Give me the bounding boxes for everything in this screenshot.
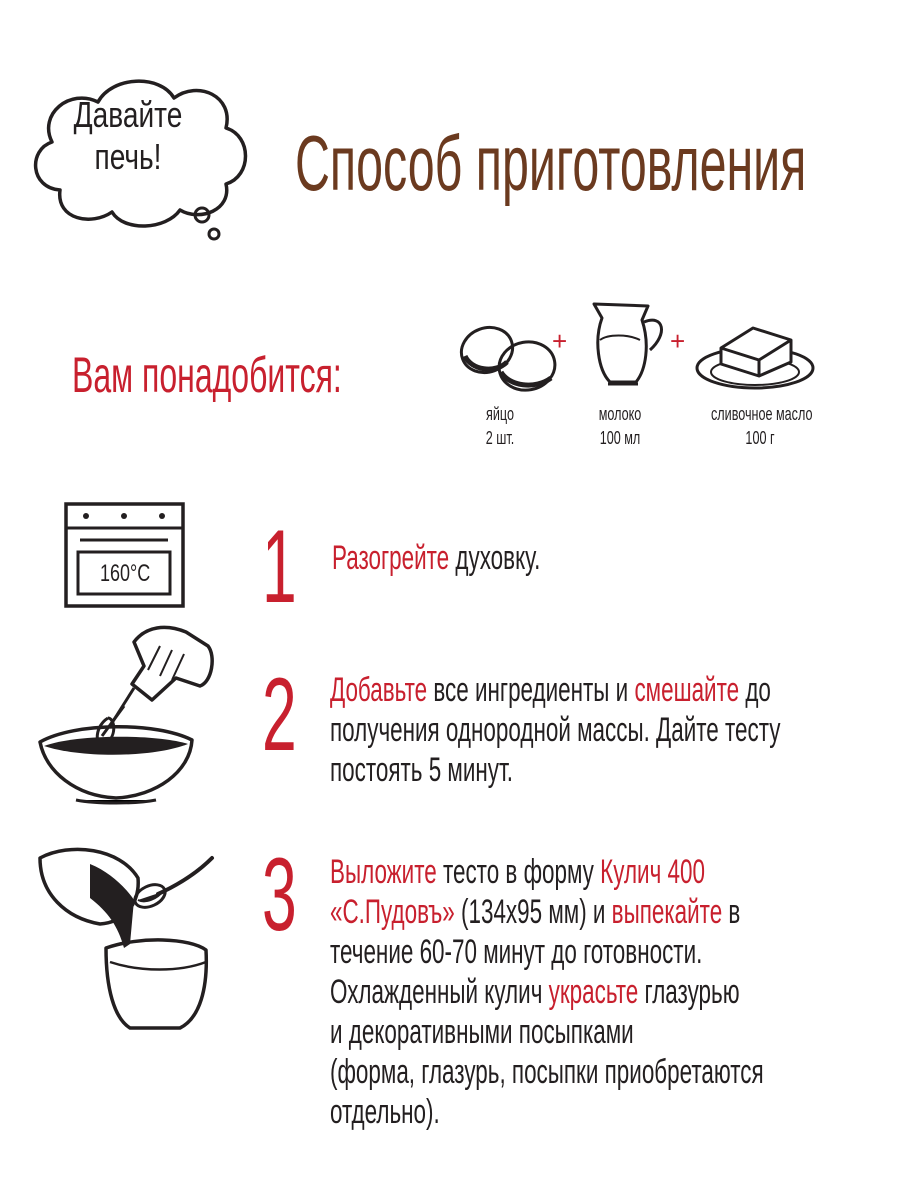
highlighted-word: Кулич 400 xyxy=(600,853,705,891)
step-text-segment: тесто в форму xyxy=(436,853,601,891)
step-3-text xyxy=(330,852,764,1132)
step-text-segment: отдельно). xyxy=(330,1093,440,1131)
step-text-segment: получения однородной массы. Дайте тесту xyxy=(330,711,781,749)
step-1-number: 1 xyxy=(262,509,297,625)
step-text-segment: в xyxy=(722,893,741,931)
step-text-segment: постоять 5 минут. xyxy=(330,751,514,789)
ingredient-name: сливочное масло xyxy=(711,404,813,424)
step-text-line xyxy=(330,1052,764,1092)
ingredient-amount: 100 мл xyxy=(599,428,641,448)
step-1-text xyxy=(332,538,540,578)
step-text-segment: до xyxy=(739,671,771,709)
highlighted-word: смешайте xyxy=(634,671,740,709)
step-text-line xyxy=(330,852,764,892)
plus-sign-1: + xyxy=(552,326,568,356)
highlighted-word: Выложите xyxy=(330,853,437,891)
bubble-line-2: печь! xyxy=(94,136,162,177)
eggs-icon xyxy=(455,318,560,393)
step-text-segment: все ингредиенты и xyxy=(427,671,635,709)
bubble-text xyxy=(73,94,182,178)
step-3-number: 3 xyxy=(262,837,297,953)
step-text-line xyxy=(330,972,764,1012)
page-title: Способ приготовления xyxy=(295,119,807,207)
ingredient-amount: 100 г xyxy=(745,428,775,448)
step-text-segment: глазурью xyxy=(638,973,740,1011)
bubble-line-1: Давайте xyxy=(73,94,183,135)
step-text-line xyxy=(330,710,780,750)
step-text-line xyxy=(330,1012,764,1052)
step-text-line xyxy=(330,892,764,932)
ingredient-eggs-label xyxy=(465,402,535,450)
plus-sign-2: + xyxy=(670,326,686,356)
oven-icon xyxy=(62,500,187,610)
step-text-line xyxy=(330,932,764,972)
ingredient-milk-label xyxy=(585,402,655,450)
milk-jug-icon xyxy=(588,300,668,390)
ingredient-amount: 2 шт. xyxy=(485,428,515,448)
pouring-icon xyxy=(30,838,220,1038)
highlighted-word: Добавьте xyxy=(330,671,428,709)
step-text-segment: (134х95 мм) и xyxy=(454,893,612,931)
step-text-segment: духовку. xyxy=(449,539,541,577)
highlighted-word: Разогрейте xyxy=(332,539,450,577)
ingredient-name: яйцо xyxy=(486,404,514,424)
ingredient-name: молоко xyxy=(598,404,642,424)
step-2-number: 2 xyxy=(262,657,297,773)
step-text-segment: Охлажденный кулич xyxy=(330,973,549,1011)
mixer-icon xyxy=(36,622,216,807)
step-text-segment: и декоративными посыпками xyxy=(330,1013,634,1051)
step-2-text xyxy=(330,670,780,790)
oven-temperature: 160°С xyxy=(100,560,151,587)
highlighted-word: украсьте xyxy=(548,973,639,1011)
step-text-line xyxy=(332,538,540,578)
step-text-line xyxy=(330,750,780,790)
step-text-line xyxy=(330,670,780,710)
step-text-line xyxy=(330,1092,764,1132)
needs-title: Вам понадобится: xyxy=(72,347,342,403)
butter-icon xyxy=(693,318,818,393)
highlighted-word: выпекайте xyxy=(611,893,723,931)
highlighted-word: «С.Пудовъ» xyxy=(330,893,455,931)
ingredient-butter-label xyxy=(711,402,813,450)
step-text-segment: (форма, глазурь, посыпки приобретаются xyxy=(330,1053,764,1091)
step-text-segment: течение 60-70 минут до готовности. xyxy=(330,933,703,971)
